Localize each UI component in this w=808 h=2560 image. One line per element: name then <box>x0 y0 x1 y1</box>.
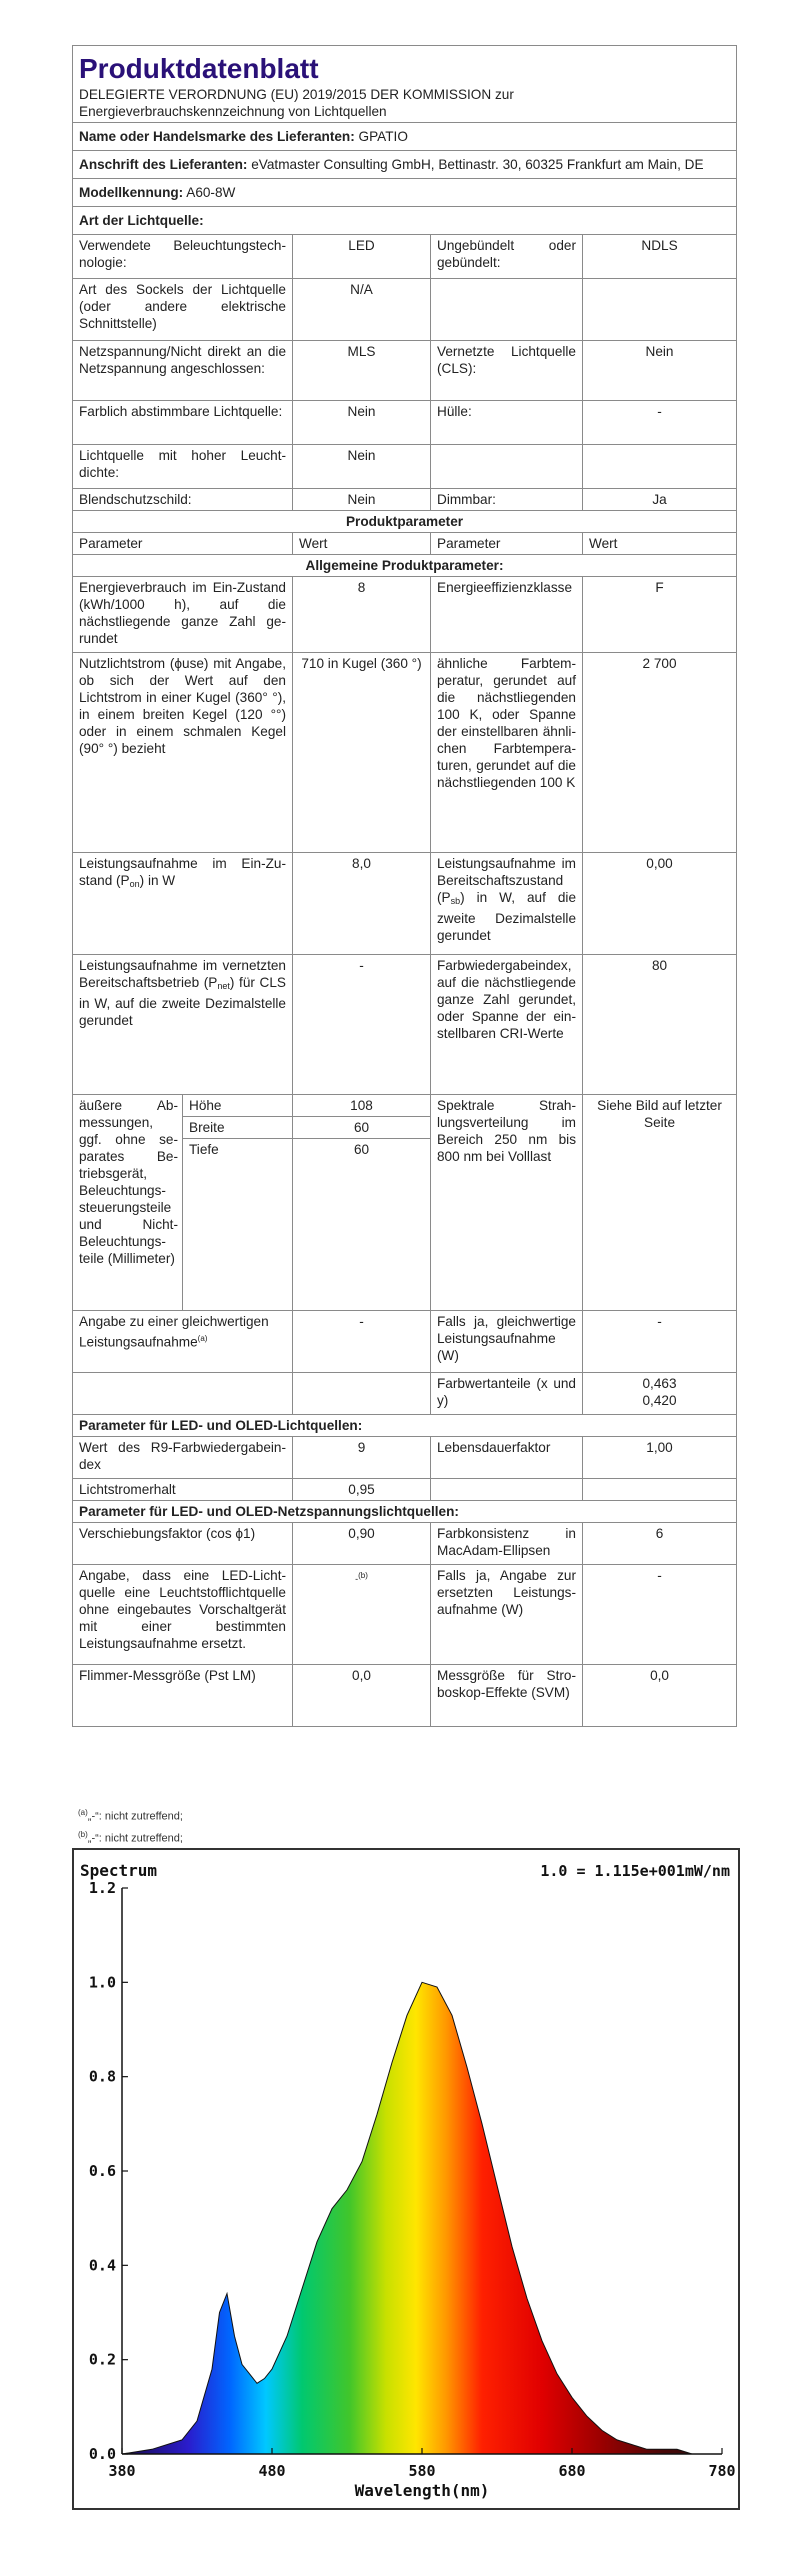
pnet-label: Leistungsaufnahme im vernetzten Bereitschaftsbetrieb $(P_{net})$ für CLS in W, auf die zweite Dezimalstelle gerundet <box>73 955 293 1095</box>
life-value: 1,00 <box>583 1437 737 1479</box>
cri-label: Farbwiedergabeindex, auf die nächstliegende ganze Zahl gerundet, oder Spanne der einstellbaren CRI-Werte <box>431 955 583 1095</box>
r9-value: 9 <box>293 1437 431 1479</box>
equiv-power-value: - <box>583 1311 737 1373</box>
dims-label: äußere Abmessungen, ggf. ohne separates Betriebsgerät, Beleuchtungssteuerungsteile und Nicht-Beleuchtungsteile (Millimeter) <box>73 1095 183 1311</box>
x-tick-label: 480 <box>258 2462 286 2480</box>
macadam-label: Farbkonsistenz in MacAdam-Ellipsen <box>431 1523 583 1565</box>
mains-heading: Parameter für LED- und OLED-Netzspannungslichtquellen: <box>73 1501 737 1523</box>
params-heading-row <box>73 511 737 533</box>
y-tick-label: 0.6 <box>88 2162 116 2180</box>
art-label: Lichtquelle mit hoher Leuchtdichte: <box>73 445 293 489</box>
equiv-power-label: Falls ja, gleichwertige Leistungsaufnahme (W) <box>431 1311 583 1373</box>
supplier-address-row <box>73 151 737 179</box>
chroma-value: 0,463 0,420 <box>583 1373 737 1415</box>
art-label: Art des Sockels der Lichtquelle (oder andere elektrische Schnittstelle) <box>73 279 293 341</box>
art-value: LED <box>293 235 431 279</box>
art-label: Verwendete Beleuchtungstechnologie: <box>73 235 293 279</box>
spectrum-svg <box>74 1850 738 2508</box>
y-tick-label: 1.0 <box>88 1973 116 1992</box>
led-heading: Parameter für LED- und OLED-Lichtquellen: <box>73 1415 737 1437</box>
model-value: A60-8W <box>186 185 236 200</box>
art-value: Nein <box>293 445 431 489</box>
supplier-name-value: GPATIO <box>358 129 408 144</box>
art-value: - <box>583 401 737 445</box>
spectrum-area <box>122 1982 722 2454</box>
chroma-label: Farbwertanteile (x und y) <box>431 1373 583 1415</box>
x-tick-label: 680 <box>558 2462 586 2480</box>
dims-height-value: 108 <box>293 1095 431 1117</box>
macadam-value: 6 <box>583 1523 737 1565</box>
maint-value: 0,95 <box>293 1479 431 1501</box>
pnet-row <box>73 955 737 1095</box>
replace-value: -$^{(b)}$ <box>293 1565 431 1665</box>
energy-row <box>73 577 737 653</box>
supplier-address-label: Anschrift des Lieferanten: <box>79 157 248 172</box>
general-heading-row <box>73 555 737 577</box>
art-value: Nein <box>293 489 431 511</box>
art-value: MLS <box>293 341 431 401</box>
art-value: Ja <box>583 489 737 511</box>
dims-depth-value: 60 <box>293 1139 431 1311</box>
replace-power-value: - <box>583 1565 737 1665</box>
supplier-name-label: Name oder Handelsmarke des Lieferanten: <box>79 129 355 144</box>
energy-label: Energieverbrauch im Ein-Zustand (kWh/1000 h), auf die nächstliegende ganze Zahl gerundet <box>73 577 293 653</box>
art-value <box>583 279 737 341</box>
y-tick-label: 0.8 <box>88 2067 116 2086</box>
cri-value: 80 <box>583 955 737 1095</box>
art-row-0 <box>73 235 737 279</box>
y-tick-label: 0.0 <box>88 2445 116 2463</box>
art-label: Hülle: <box>431 401 583 445</box>
svm-value: 0,0 <box>583 1665 737 1727</box>
spectrum-chart <box>72 1848 740 2510</box>
chart-annotation: 1.0 = 1.115e+001mW/nm <box>540 1862 730 1880</box>
art-row-2 <box>73 341 737 401</box>
pf-row <box>73 1523 737 1565</box>
pf-label: Verschiebungsfaktor (cos ϕ1) <box>73 1523 293 1565</box>
dims-row-height <box>73 1095 737 1117</box>
cct-value: 2 700 <box>583 653 737 853</box>
svm-label: Messgröße für Stroboskop-Effekte (SVM) <box>431 1665 583 1727</box>
col-header-wert: Wert <box>293 533 431 555</box>
x-tick-label: 780 <box>708 2462 736 2480</box>
energy-class-label: Energieeffizienzklasse <box>431 577 583 653</box>
flicker-value: 0,0 <box>293 1665 431 1727</box>
energy-class-value: F <box>583 577 737 653</box>
y-tick-label: 0.2 <box>88 2350 116 2369</box>
col-header-wert: Wert <box>583 533 737 555</box>
dims-height-label: Höhe <box>183 1095 293 1117</box>
cct-label: ähnliche Farbtemperatur, gerundet auf die nächstliegenden 100 K, oder Spanne der einstellbaren ähnlichen Farbtemperaturen, gerundet auf die nächstliegenden 100 K <box>431 653 583 853</box>
art-row-4 <box>73 445 737 489</box>
art-value <box>583 445 737 489</box>
art-row-5 <box>73 489 737 511</box>
art-value: NDLS <box>583 235 737 279</box>
x-tick-label: 380 <box>108 2462 136 2480</box>
dims-depth-label: Tiefe <box>183 1139 293 1311</box>
pnet-value: - <box>293 955 431 1095</box>
art-value: Nein <box>293 401 431 445</box>
x-axis-label: Wavelength(nm) <box>354 2481 490 2500</box>
replace-label: Angabe, dass eine LED-Lichtquelle eine Leuchtstofflichtquelle ohne eingebautes Vorschaltgerät mit einer bestimmten Leistungsaufnahme ersetzt. <box>73 1565 293 1665</box>
dims-width-value: 60 <box>293 1117 431 1139</box>
art-label <box>431 445 583 489</box>
model-label: Modellkennung: <box>79 185 184 200</box>
mains-heading-row <box>73 1501 737 1523</box>
supplier-address-value: eVatmaster Consulting GmbH, Bettinastr. 30, 60325 Frankfurt am Main, DE <box>251 157 704 172</box>
art-label: Dimmbar: <box>431 489 583 511</box>
footnote-b: $^{(b)}$„-“: nicht zutreffend; <box>78 1829 183 1845</box>
general-heading: Allgemeine Produktparameter: <box>73 555 737 577</box>
params-columns-row <box>73 533 737 555</box>
flux-label: Nutzlichtstrom (ϕuse) mit Angabe, ob sich der Wert auf den Lichtstrom in einer Kugel (360° °), in einem breiten Kegel (120 °°) oder in einem schmalen Kegel (90° °) bezieht <box>73 653 293 853</box>
art-label: Ungebündelt oder gebündelt: <box>431 235 583 279</box>
art-label: Netzspannung/Nicht direkt an die Netzspannung angeschlossen: <box>73 341 293 401</box>
art-heading-row <box>73 207 737 235</box>
replace-power-label: Falls ja, Angabe zur ersetzten Leistungsaufnahme (W) <box>431 1565 583 1665</box>
flicker-row <box>73 1665 737 1727</box>
maint-row <box>73 1479 737 1501</box>
r9-label: Wert des R9-Farbwiedergabeindex <box>73 1437 293 1479</box>
flux-value: 710 in Kugel (360 °) <box>293 653 431 853</box>
pon-row <box>73 853 737 955</box>
footnotes <box>78 1802 183 1849</box>
spectrum-value: Siehe Bild auf letzter Seite <box>583 1095 737 1311</box>
art-label: Farblich abstimmbare Lichtquelle: <box>73 401 293 445</box>
col-header-param: Parameter <box>431 533 583 555</box>
params-heading: Produktparameter <box>73 511 737 533</box>
chart-title: Spectrum <box>80 1861 158 1880</box>
art-row-3 <box>73 401 737 445</box>
page-subtitle: DELEGIERTE VERORDNUNG (EU) 2019/2015 DER KOMMISSION zur Energieverbrauchskennzeichnung von Lichtquellen <box>79 87 514 119</box>
maint-label: Lichtstromerhalt <box>73 1479 293 1501</box>
replace-row <box>73 1565 737 1665</box>
x-tick-label: 580 <box>408 2462 436 2480</box>
pf-value: 0,90 <box>293 1523 431 1565</box>
datasheet <box>72 45 736 1727</box>
chroma-row <box>73 1373 737 1415</box>
art-value: N/A <box>293 279 431 341</box>
flux-row <box>73 653 737 853</box>
equiv-value: - <box>293 1311 431 1373</box>
footnote-a: $^{(a)}$„-“: nicht zutreffend; <box>78 1808 183 1823</box>
art-heading: Art der Lichtquelle: <box>73 207 737 235</box>
life-label: Lebensdauerfaktor <box>431 1437 583 1479</box>
art-label: Blendschutzschild: <box>73 489 293 511</box>
equiv-label: Angabe zu einer gleichwertigen Leistungsaufnahme$^{(a)}$ <box>73 1311 293 1373</box>
pon-label: Leistungsaufnahme im Ein-Zustand $(P_{on})$ in W <box>73 853 293 955</box>
art-label: Vernetzte Lichtquelle (CLS): <box>431 341 583 401</box>
page-title: Produktdatenblatt <box>79 53 319 84</box>
header-row <box>73 46 737 123</box>
art-label <box>431 279 583 341</box>
energy-value: 8 <box>293 577 431 653</box>
y-tick-label: 1.2 <box>88 1879 116 1897</box>
psb-label: Leistungsaufnahme im Bereitschaftszustand $(P_{sb})$ in W, auf die zweite Dezimalstelle gerundet <box>431 853 583 955</box>
pon-value: 8,0 <box>293 853 431 955</box>
y-tick-label: 0.4 <box>88 2256 116 2275</box>
flicker-label: Flimmer-Messgröße (Pst LM) <box>73 1665 293 1727</box>
art-value: Nein <box>583 341 737 401</box>
r9-row <box>73 1437 737 1479</box>
led-heading-row <box>73 1415 737 1437</box>
psb-value: 0,00 <box>583 853 737 955</box>
spectrum-label: Spektrale Strahlungsverteilung im Bereich 250 nm bis 800 nm bei Volllast <box>431 1095 583 1311</box>
col-header-param: Parameter <box>73 533 293 555</box>
datasheet-table <box>72 45 737 1727</box>
equiv-row <box>73 1311 737 1373</box>
model-row <box>73 179 737 207</box>
dims-width-label: Breite <box>183 1117 293 1139</box>
art-row-1 <box>73 279 737 341</box>
supplier-name-row <box>73 123 737 151</box>
